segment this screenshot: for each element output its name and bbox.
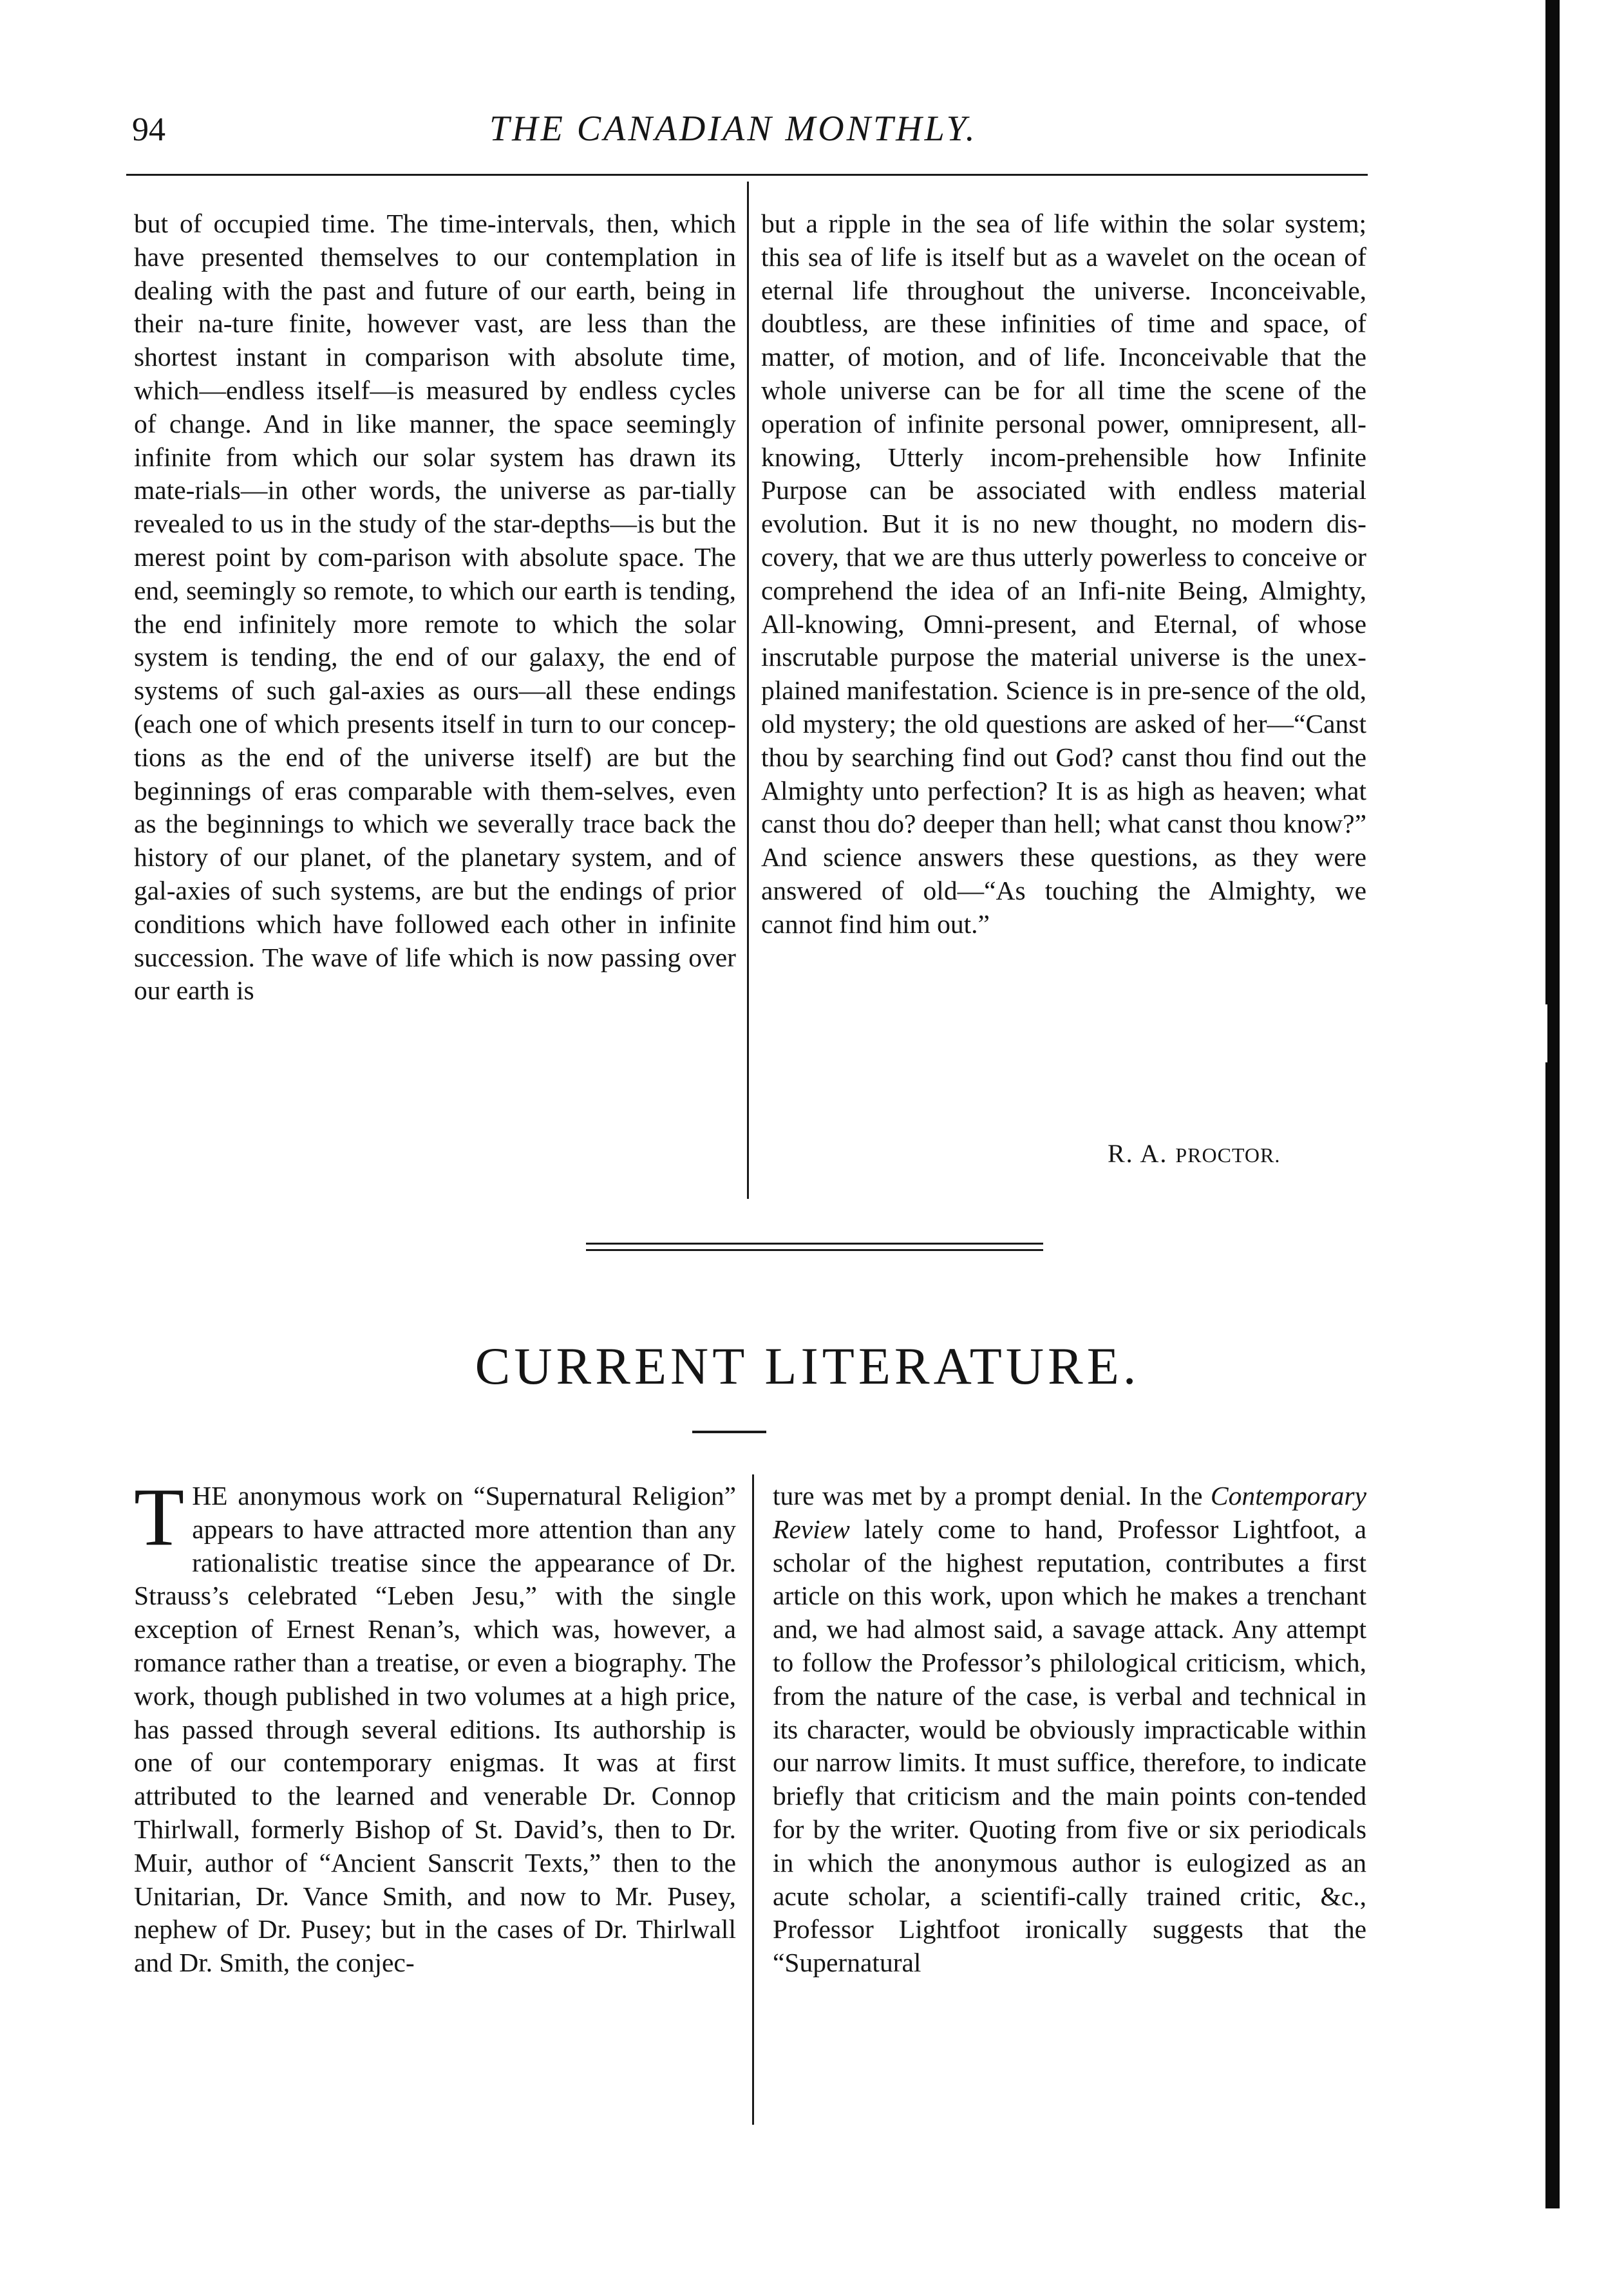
current-literature-left-text: HE anonymous work on “Supernatural Religion” appears to have attracted more attention than any rationalistic treatise since the appearance of Dr. Strauss’s celebrated “Leben Jesu,” with the single exception of Ernest Renan’s, which was, however, a romance rather than a treatise, or even a biography. The work, though published in two volumes at a high price, has passed through several editions. Its authorship is one of our contemporary enigmas. It was at first attributed to the learned and venerable Dr. Connop Thirlwall, formerly Bishop of St. David’s, then to Dr. Muir, author of “Ancient Sanscrit Texts,” then to the Unitarian, Dr. Vance Smith, and now to Mr. Pusey, nephew of Dr. Pusey; but in the cases of Dr. Thirlwall and Dr. Smith, the conjec- [134, 1481, 736, 1978]
current-literature-left-paragraph [134, 1471, 736, 1980]
article-end-right-text: but a ripple in the sea of life within the solar system; this sea of life is itself but as a wavelet on the ocean of eternal life throughout the universe. Inconceivable, doubtless, are these infinities of time and space, of matter, of motion, and of life. Inconceivable that the whole universe can be for all time the scene of the operation of infinite personal power, omnipresent, all-knowing, Utterly incom-prehensible how Infinite Purpose can be associated with endless material evolution. But it is no new thought, no modern dis-covery, that we are thus utterly powerless to conceive or comprehend the idea of an Infi-nite Being, Almighty, All-knowing, Omni-present, and Eternal, of whose inscrutable purpose the material universe is the unex-plained manifestation. Science is in pre-sence of the old, old mystery; the old questions are asked of her—“Canst thou by searching find out God? canst thou find out the Almighty unto perfection? It is as high as heaven; what canst thou do? deeper than hell; what canst thou know?” And science answers these questions, as they were answered of old—“As touching the Almighty, we cannot find him out.” [761, 209, 1366, 939]
binding-edge-gap [1542, 1004, 1547, 1062]
article-end-left-text: but of occupied time. The time-intervals, then, which have presented themselves to our contemplation in dealing with the past and future of our earth, being in their na-ture finite, however vast, are less than the shortest instant in comparison with absolute time, which—endless itself—is measured by endless cycles of change. And in like manner, the space seemingly infinite from which our solar system has drawn its mate-rials—in other words, the universe as par-tially revealed to us in the study of the star-depths—is but the merest point by com-parison with absolute space. The end, seemingly so remote, to which our earth is tending, the end infinitely more remote to which the solar system is tending, the end of our galaxy, the end of systems of such gal-axies as ours—all these endings (each one of which presents itself in turn to our concep-tions as the end of the universe itself) are but the beginnings of eras comparable with them-selves, even as the beginnings to which we severally trace back the history of our planet, of the planetary system, and of gal-axies of such systems, are but the endings of prior conditions which have followed each other in infinite succession. The wave of life which is now passing over our earth is [134, 209, 736, 1006]
journal-title: Contemporary Review [773, 1481, 1366, 1544]
column-divider-bottom [752, 1474, 754, 2125]
column-divider-top [747, 182, 749, 1199]
signature-initials: R. A. [1108, 1139, 1168, 1168]
drop-cap: T [134, 1471, 185, 1563]
current-literature-right-column [773, 1480, 1366, 1980]
title-underline-rule [692, 1431, 766, 1433]
author-signature [1108, 1138, 1339, 1169]
running-title: THE CANADIAN MONTHLY. [489, 109, 978, 149]
section-break-rule-lower [586, 1249, 1043, 1251]
section-break-rule-upper [586, 1243, 1043, 1245]
current-literature-left-column [134, 1471, 736, 1980]
page-number: 94 [132, 111, 165, 148]
article-end-left-column [134, 207, 736, 1008]
current-literature-right-text-1: ture was met by a prompt denial. In the [773, 1481, 1211, 1510]
current-literature-right-paragraph [773, 1480, 1366, 1980]
signature-surname: PROCTOR. [1175, 1143, 1281, 1167]
current-literature-right-text-2: lately come to hand, Professor Lightfoot, a scholar of the highest reputation, contributes a first article on this work, upon which he makes a trenchant and, we had almost said, a savage attack. Any attempt to follow the Professor’s philological criticism, which, from the nature of the case, is verbal and technical in its character, would be obviously impracticable within our narrow limits. It must suffice, therefore, to indicate briefly that criticism and the main points con-tended for by the writer. Quoting from five or six periodicals in which the anonymous author is eulogized as an acute scholar, a scientifi-cally trained critic, &c., Professor Lightfoot ironically suggests that the “Supernatural [773, 1514, 1366, 1978]
article-end-right-column [761, 207, 1366, 941]
section-title: CURRENT LITERATURE. [475, 1337, 1140, 1395]
binding-edge [1545, 0, 1560, 2208]
header-rule [126, 174, 1368, 176]
